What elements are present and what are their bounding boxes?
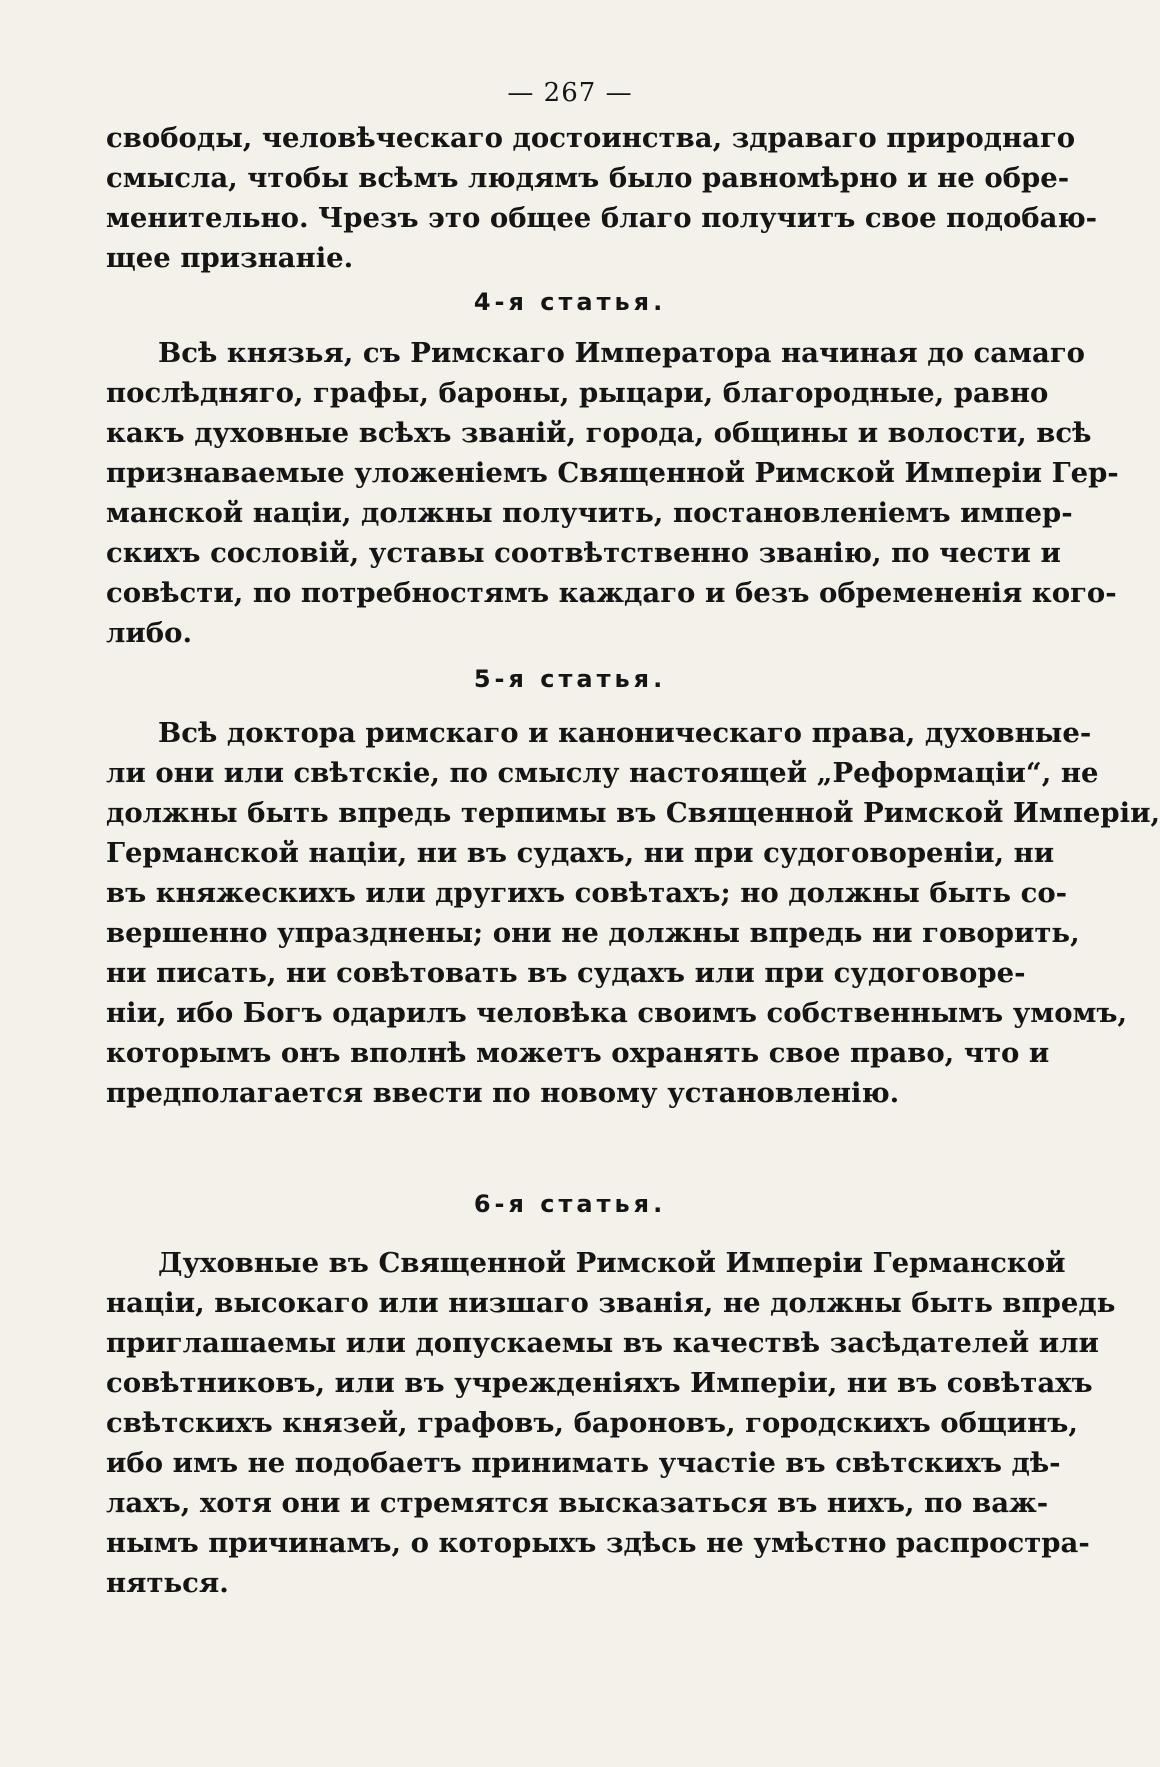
text-line: которымъ онъ вполнѣ можетъ охранять свое право, что и: [106, 1037, 1050, 1069]
text-line: признаваемые уложеніемъ Священной Римской Имперіи Гер-: [106, 457, 1119, 489]
text-line: свободы, человѣческаго достоинства, здраваго природнаго: [106, 122, 1076, 154]
text-line: Духовные въ Священной Римской Имперіи Германской: [158, 1247, 1066, 1279]
text-line: должны быть впредь терпимы въ Священной Римской Имперіи,: [106, 797, 1160, 829]
text-line: либо.: [106, 617, 193, 649]
article-6-heading: 6-я статья.: [473, 1190, 667, 1218]
text-line: ибо имъ не подобаетъ принимать участіе въ свѣтскихъ дѣ-: [106, 1447, 1061, 1479]
article-5-paragraph: [106, 713, 1160, 1113]
text-line: Всѣ князья, съ Римскаго Императора начиная до самаго: [158, 337, 1086, 369]
text-line: свѣтскихъ князей, графовъ, бароновъ, городскихъ общинъ,: [106, 1407, 1078, 1439]
text-line: няться.: [106, 1567, 229, 1599]
text-line: ли они или свѣтскіе, по смыслу настоящей „Реформаціи“, не: [106, 757, 1099, 789]
text-line: предполагается ввести по новому установленію.: [106, 1077, 900, 1109]
text-line: націи, высокаго или низшаго званія, не должны быть впредь: [106, 1287, 1116, 1319]
text-line: Германской націи, ни въ судахъ, ни при судоговореніи, ни: [106, 837, 1055, 869]
text-line: вершенно упразднены; они не должны впредь ни говорить,: [106, 917, 1080, 949]
text-line: какъ духовные всѣхъ званій, города, общины и волости, всѣ: [106, 417, 1092, 449]
text-line: лахъ, хотя они и стремятся высказаться въ нихъ, по важ-: [106, 1487, 1049, 1519]
text-line: смысла, чтобы всѣмъ людямъ было равномѣрно и не обре-: [106, 162, 1070, 194]
text-line: въ княжескихъ или другихъ совѣтахъ; но должны быть со-: [106, 877, 1068, 909]
article-4-heading: 4-я статья.: [473, 288, 667, 316]
text-line: ніи, ибо Богъ одарилъ человѣка своимъ собственнымъ умомъ,: [106, 997, 1128, 1029]
text-line: приглашаемы или допускаемы въ качествѣ засѣдателей или: [106, 1327, 1099, 1359]
intro-paragraph: [106, 118, 1098, 278]
text-line: ни писать, ни совѣтовать въ судахъ или при судоговоре-: [106, 957, 1026, 989]
text-line: манской націи, должны получить, постановленіемъ импер-: [106, 497, 1073, 529]
text-line: Всѣ доктора римскаго и каноническаго права, духовные-: [158, 717, 1092, 749]
text-line: совѣтниковъ, или въ учрежденіяхъ Имперіи, ни въ совѣтахъ: [106, 1367, 1093, 1399]
text-line: скихъ сословій, уставы соотвѣтственно званію, по чести и: [106, 537, 1061, 569]
text-line: щее признаніе.: [106, 242, 354, 274]
text-line: менительно. Чрезъ это общее благо получитъ свое подобаю-: [106, 202, 1098, 234]
page-number: — 267 —: [507, 78, 633, 108]
text-line: послѣдняго, графы, бароны, рыцари, благородные, равно: [106, 377, 1049, 409]
article-6-paragraph: [106, 1243, 1116, 1603]
text-line: нымъ причинамъ, о которыхъ здѣсь не умѣстно распростра-: [106, 1527, 1090, 1559]
text-line: совѣсти, по потребностямъ каждаго и безъ обремененія кого-: [106, 577, 1117, 609]
article-4-paragraph: [106, 333, 1119, 653]
article-5-heading: 5-я статья.: [473, 665, 667, 693]
